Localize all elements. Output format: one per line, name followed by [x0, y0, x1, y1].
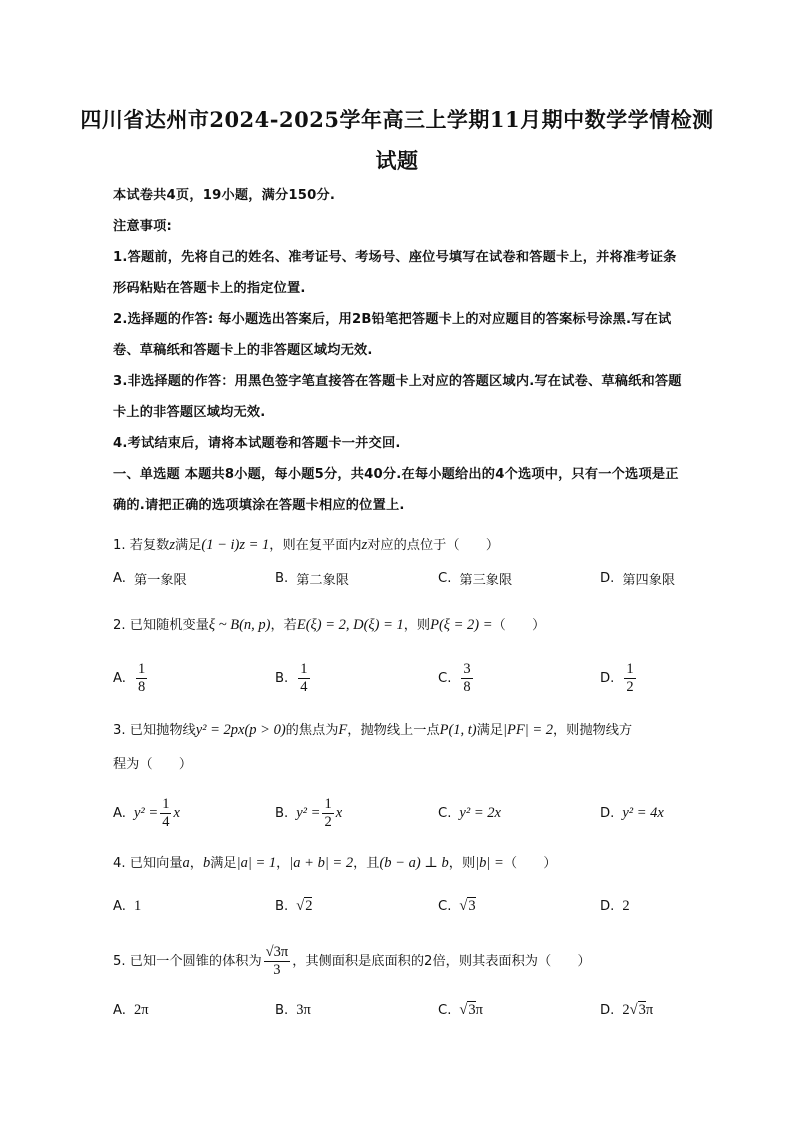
- fraction: $\frac{1}{2}$: [626, 660, 634, 695]
- option-c: C. √3: [438, 897, 476, 914]
- exam-title-line2: 试题: [375, 148, 419, 173]
- question-5-stem: 5. 已知一个圆锥的体积为 $\frac{√3\pi}{3}$ ，其侧面积是底面积的2倍，则其表面积为（ ）: [113, 943, 591, 978]
- fraction: $\frac{1}{4}$: [300, 660, 308, 695]
- notice-heading: 注意事项:: [113, 219, 173, 234]
- option-a: A. y² = $\frac{1}{4}$ x: [113, 795, 180, 830]
- fraction: $\frac{√3\pi}{3}$: [265, 943, 289, 978]
- square-root: √3: [629, 1001, 646, 1018]
- question-3-options: [113, 793, 713, 833]
- question-2-options: [113, 658, 713, 698]
- option-d: D. 第四象限: [600, 570, 676, 588]
- option-d: D. 2 √3 π: [600, 1001, 654, 1018]
- fraction: $\frac{1}{8}$: [137, 660, 146, 695]
- question-4-stem: 4. 已知向量a，b满足|a| = 1，|a + b| = 2，且(b − a) ⊥ b，则|b| =（ ）: [113, 855, 557, 871]
- option-a: A. 1: [113, 897, 142, 914]
- fraction: $\frac{1}{2}$: [324, 795, 332, 830]
- question-5-options: [113, 990, 713, 1030]
- question-4-options: [113, 886, 713, 926]
- square-root: √3: [459, 1001, 476, 1018]
- option-b: B. $\frac{1}{4}$: [275, 660, 308, 695]
- notice-item-3: 3.非选择题的作答：用黑色签字笔直接答在答题卡上对应的答题区域内.写在试卷、草稿纸和答题卡上的非答题区域均无效.: [113, 374, 682, 420]
- option-d: D. 2: [600, 897, 630, 914]
- option-d: D. $\frac{1}{2}$: [600, 660, 634, 695]
- option-b: B. y² = $\frac{1}{2}$ x: [275, 795, 343, 830]
- square-root: √2: [296, 897, 313, 914]
- question-3-stem: 3. 已知抛物线y² = 2px(p > 0)的焦点为F，抛物线上一点P(1, t)满足|PF| = 2，则抛物线方: [113, 722, 633, 738]
- question-1-stem: 1. 若复数z满足(1 − i)z = 1，则在复平面内z对应的点位于（ ）: [113, 537, 500, 553]
- option-b: B. 3π: [275, 1001, 311, 1018]
- option-a: A. 2π: [113, 1001, 149, 1018]
- question-2-stem: 2. 已知随机变量ξ ~ B(n, p)，若E(ξ) = 2, D(ξ) = 1，则P(ξ = 2) =（ ）: [113, 617, 546, 633]
- option-a: A. $\frac{1}{8}$: [113, 660, 146, 695]
- fraction: $\frac{1}{4}$: [162, 795, 170, 830]
- option-c: C. y² = 2x: [438, 804, 501, 821]
- option-a: A. 第一象限: [113, 570, 187, 588]
- section-heading: 一、单选题 本题共8小题，每小题5分，共40分.在每小题给出的4个选项中，只有一个选项是正确的.请把正确的选项填涂在答题卡相应的位置上.: [113, 467, 679, 513]
- exam-intro: 本试卷共4页，19小题，满分150分.: [113, 188, 336, 203]
- option-b: B. √2: [275, 897, 313, 914]
- option-c: C. 第三象限: [438, 570, 513, 588]
- notice-item-2: 2.选择题的作答: 每小题选出答案后，用2B铅笔把答题卡上的对应题目的答案标号涂黑.写在试卷、草稿纸和答题卡上的非答题区域均无效.: [113, 312, 672, 358]
- notice-item-1: 1.答题前，先将自己的姓名、准考证号、考场号、座位号填写在试卷和答题卡上，并将准考证条形码粘贴在答题卡上的指定位置.: [113, 250, 677, 296]
- square-root: √3: [459, 897, 476, 914]
- exam-title-line1: 四川省达州市2024-2025学年高三上学期11月期中数学学情检测: [80, 107, 714, 132]
- option-c: C. $\frac{3}{8}$: [438, 660, 471, 695]
- option-b: B. 第二象限: [275, 570, 349, 588]
- notice-item-4: 4.考试结束后，请将本试题卷和答题卡一并交回.: [113, 436, 401, 451]
- option-c: C. √3 π: [438, 1001, 483, 1018]
- fraction: $\frac{3}{8}$: [463, 660, 471, 695]
- question-3-stem-cont: 程为（ ）: [113, 757, 193, 772]
- question-1-options: [113, 558, 713, 598]
- option-d: D. y² = 4x: [600, 804, 664, 821]
